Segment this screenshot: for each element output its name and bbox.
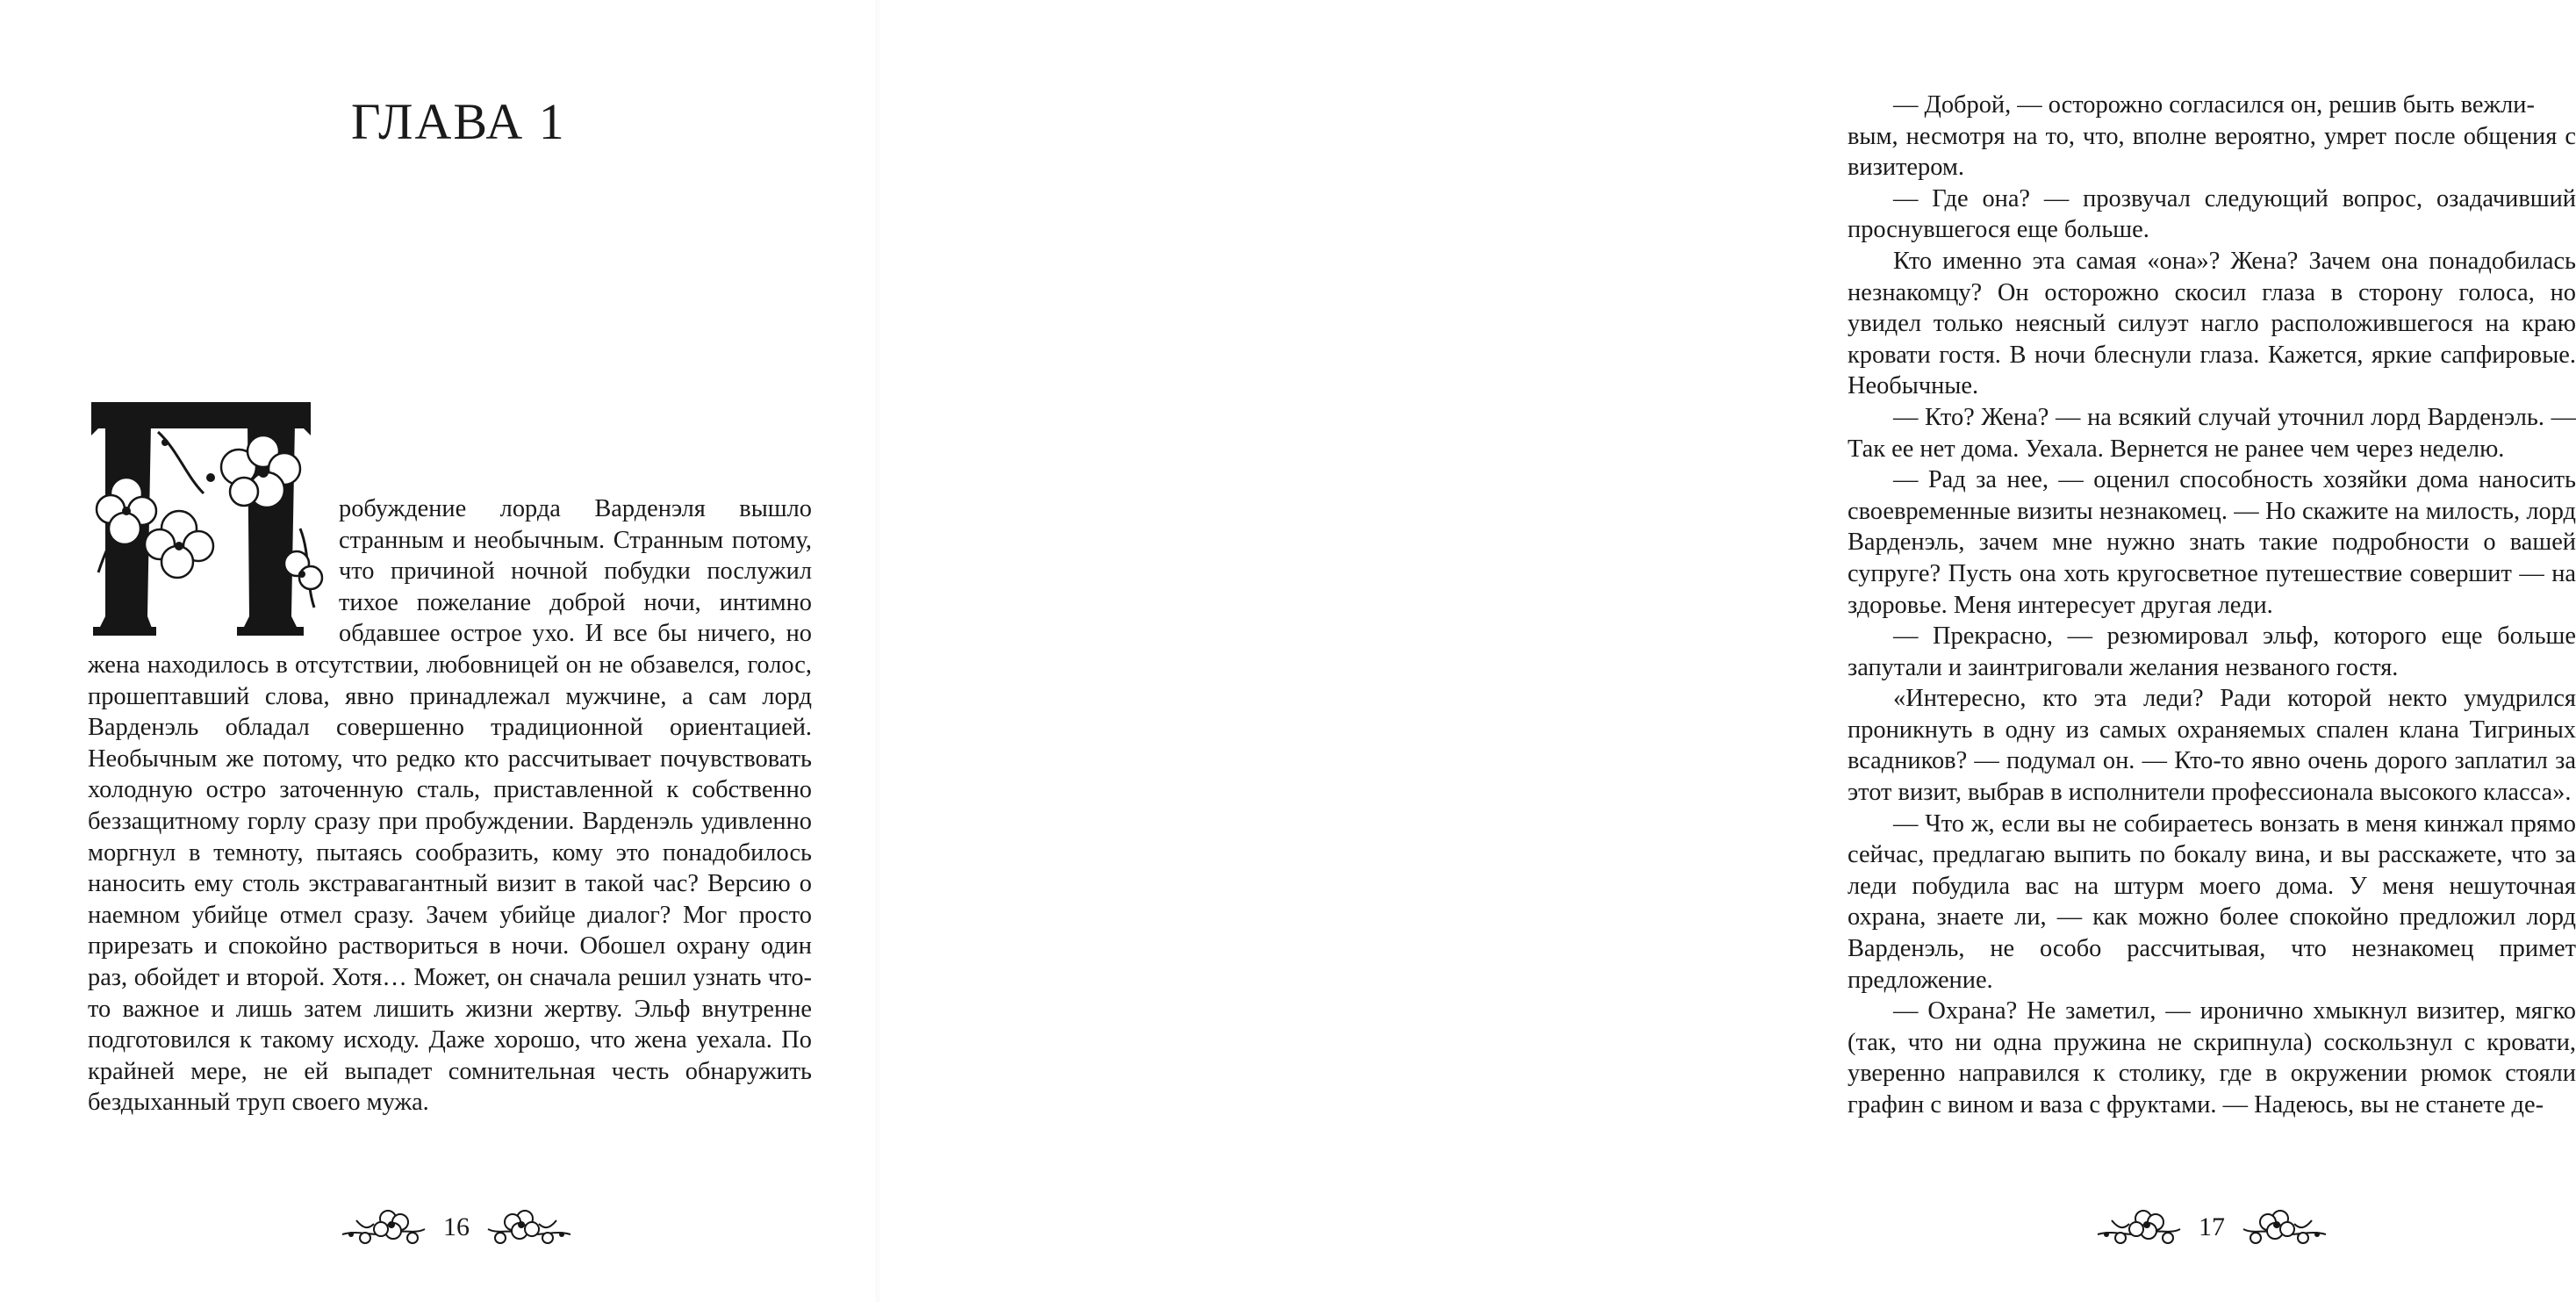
right-page-text: [1848, 90, 2576, 1121]
right-page-paragraph: — Где она? — прозвучал следующий вопрос, озадачивший проснувшегося еще больше.: [1848, 184, 2576, 244]
right-page-paragraph: — Охрана? Не заметил, — иронично хмыкнул визитер, мягко (так, что ни одна пружина не скрипнула) соскользнул с кровати, уверенно направился к столику, где в окружении рюмок стояли графин с вином и ваза с фруктами. — Надеюсь, вы не станете де-: [1848, 997, 2576, 1119]
floral-vignette-icon: [339, 1203, 427, 1252]
left-page-paragraph: робуждение лорда Варденэля вышло странным и необычным. Странным потому, что причиной ночной побудки послужил тихое пожелание доброй ночи, интимно обдавшее острое ухо. И все бы ничего, но жена находилось в отсутствии, любовницей он не обзавелся, голос, прошептавший слова, явно принадлежал мужчине, а сам лорд Варденэль обладал совершенно традиционной ориентацией. Необычным же потому, что редко кто рассчитывает почувствовать холодную остро заточенную сталь, приставленной к собственно беззащитному горлу сразу при пробуждении. Варденэль удивленно моргнул в темноту, пытаясь сообразить, кому это понадобилось наносить ему столь экстравагантный визит в такой час? Версию о наемном убийце отмел сразу. Зачем убийце диалог? Мог просто прирезать и спокойно раствориться в ночи. Обошел охрану один раз, обойдет и второй. Хотя… Может, он сначала решил узнать что-то важное и лишь затем лишить жизни жертву. Эльф внутренне подготовился к такому исходу. Даже хорошо, что жена уехала. По крайней мере, не ей выпадет сомнительная честь обнаружить бездыханный труп своего мужа.: [88, 495, 812, 1117]
right-page: [878, 0, 2576, 1302]
right-page-paragraph: Кто именно эта самая «она»? Жена? Зачем она понадобилась незнакомцу? Он осторожно скосил глаза в сторону голоса, но увидел только неясный силуэт нагло расположившегося на краю кровати гостя. В ночи блеснули глаза. Кажется, яркие сапфировые. Необычные.: [1848, 247, 2576, 400]
floral-vignette-icon: [2094, 1203, 2182, 1252]
chapter-title: ГЛАВА 1: [351, 93, 566, 150]
right-page-paragraph: вым, несмотря на то, что, вполне вероятно, умрет после общения с визитером.: [1848, 122, 2576, 182]
right-page-paragraph: — Кто? Жена? — на всякий случай уточнил лорд Варденэль. — Так ее нет дома. Уехала. Вернется не ранее чем через неделю.: [1848, 403, 2576, 463]
right-page-paragraph: — Прекрасно, — резюмировал эльф, которого еще больше запутали и заинтриговали желания незваного гостя.: [1848, 622, 2576, 681]
right-page-first-line: — Доброй, — осторожно согласился он, решив быть вежли-: [1893, 91, 2535, 119]
floral-vignette-icon: [2242, 1203, 2329, 1252]
floral-vignette-icon: [486, 1203, 574, 1252]
right-page-paragraph: «Интересно, кто эта леди? Ради которой некто умудрился проникнуть в одну из самых охраняемых спален клана Тигриных всадников? — подумал он. — Кто-то явно очень дорого заплатил за этот визит, выбрав в исполнители профессионала высокого класса».: [1848, 685, 2576, 807]
left-page: [0, 0, 878, 1302]
page-number: 16: [443, 1212, 470, 1241]
dropcap-letter-icon: [81, 397, 335, 643]
right-page-paragraph: — Рад за нее, — оценил способность хозяйки дома наносить своевременные визиты незнакомец. — Но скажите на милость, лорд Варденэль, зачем мне нужно знать такие подробности о вашей супруге? Пусть она хоть кругосветное путешествие совершит — на здоровье. Меня интересует другая леди.: [1848, 466, 2576, 619]
left-page-text: [88, 493, 812, 1119]
page-number: 17: [2199, 1212, 2225, 1241]
right-page-paragraph: — Что ж, если вы не собираетесь вонзать в меня кинжал прямо сейчас, предлагаю выпить по бокалу вина, и вы расскажете, что за леди побудила вас на штурм моего дома. У меня нешуточная охрана, знаете ли, — как можно более спокойно предложил лорд Варденэль, не особо рассчитывая, что незнакомец примет предложение.: [1848, 809, 2576, 994]
right-folio: [2089, 1201, 2335, 1254]
left-folio: [334, 1201, 579, 1254]
